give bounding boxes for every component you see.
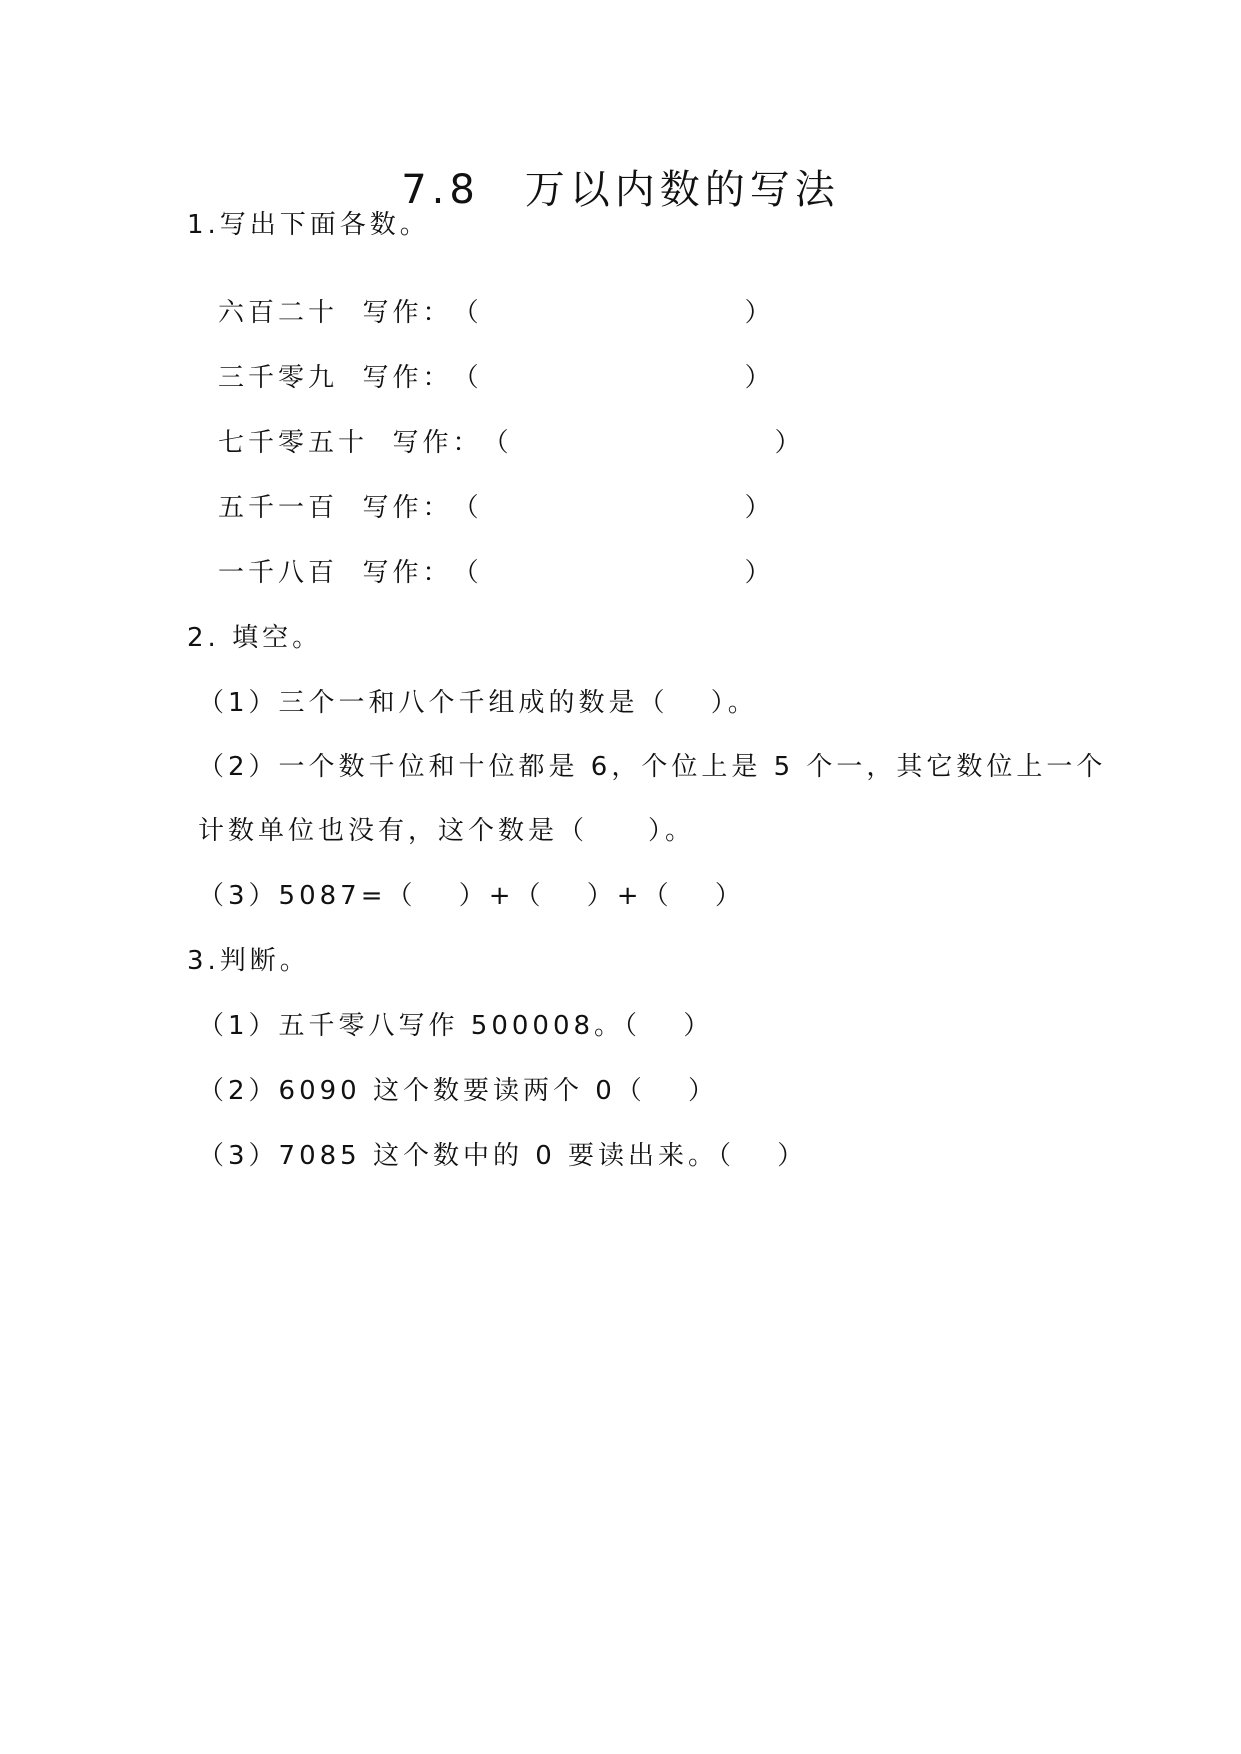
write-label: 写作：	[362, 298, 453, 328]
write-label: 写作：	[362, 363, 453, 393]
write-item-4	[218, 491, 775, 525]
write-item-words: 三千零九	[218, 363, 339, 393]
write-item-words: 六百二十	[218, 298, 339, 328]
write-label: 写作：	[362, 558, 453, 588]
section-2-heading: 2. 填空。	[187, 623, 323, 653]
fill-question-2-line-1: （2）一个数千位和十位都是 6，个位上是 5 个一，其它数位上一个	[198, 752, 1107, 782]
section-3-heading: 3.判断。	[187, 946, 310, 976]
paren-close: ）	[744, 363, 775, 393]
write-item-1	[218, 296, 775, 330]
judge-question-1: （1）五千零八写作 500008。（ ）	[198, 1011, 714, 1041]
paren-close: ）	[774, 428, 805, 458]
write-item-words: 一千八百	[218, 558, 339, 588]
write-item-words: 五千一百	[218, 493, 339, 523]
write-item-words: 七千零五十	[218, 428, 369, 458]
paren-close: ）	[744, 493, 775, 523]
paren-close: ）	[744, 558, 775, 588]
write-label: 写作：	[362, 493, 453, 523]
fill-question-3: （3）5087=（ ）+（ ）+（ ）	[198, 881, 745, 911]
paren-open: （	[482, 428, 513, 458]
paren-close: ）	[744, 298, 775, 328]
write-item-2	[218, 361, 775, 395]
fill-question-1: （1）三个一和八个千组成的数是（ ）。	[198, 688, 758, 718]
paren-open: （	[452, 493, 483, 523]
paren-open: （	[452, 363, 483, 393]
section-1-heading: 1.写出下面各数。	[187, 210, 430, 240]
write-label: 写作：	[392, 428, 483, 458]
write-item-5	[218, 556, 775, 590]
paren-open: （	[452, 298, 483, 328]
fill-question-2-line-2: 计数单位也没有，这个数是（ ）。	[198, 816, 696, 846]
judge-question-2: （2）6090 这个数要读两个 0（ ）	[198, 1076, 719, 1106]
page-title: 7.8 万以内数的写法	[401, 167, 840, 213]
paren-open: （	[452, 558, 483, 588]
write-item-3	[218, 426, 805, 460]
judge-question-3: （3）7085 这个数中的 0 要读出来。（ ）	[198, 1141, 808, 1171]
